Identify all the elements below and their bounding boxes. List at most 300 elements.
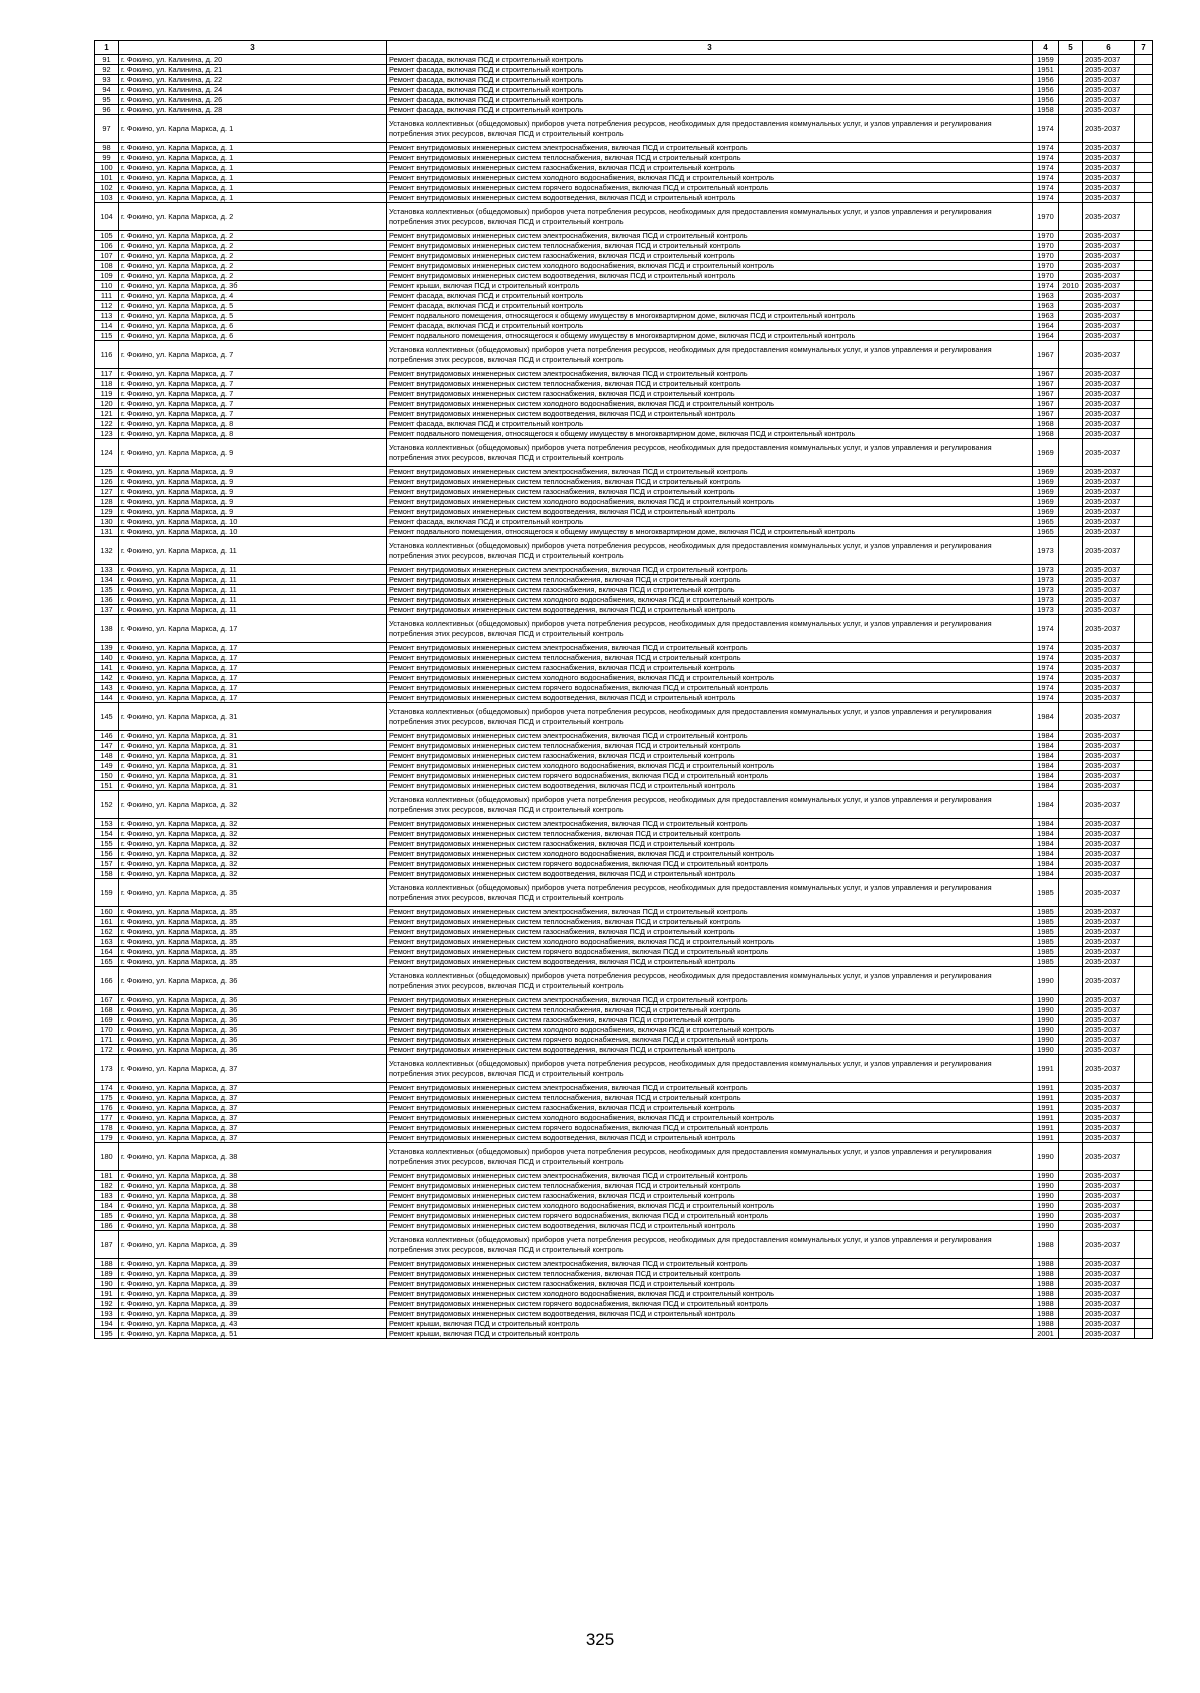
address-cell: г. Фокино, ул. Карла Маркса, д. 39	[119, 1279, 387, 1289]
planned-period-cell: 2035-2037	[1083, 251, 1135, 261]
planned-period-cell: 2035-2037	[1083, 1221, 1135, 1231]
table-row	[95, 1299, 1153, 1309]
last-repair-year-cell	[1059, 741, 1083, 751]
empty-cell	[1135, 75, 1153, 85]
address-cell: г. Фокино, ул. Карла Маркса, д. 36	[119, 1025, 387, 1035]
year-built-cell: 2001	[1033, 1329, 1059, 1339]
planned-period-cell: 2035-2037	[1083, 193, 1135, 203]
table-row	[95, 379, 1153, 389]
row-number-cell: 115	[95, 331, 119, 341]
work-type-cell: Ремонт внутридомовых инженерных систем электроснабжения, включая ПСД и строительный контроль	[387, 731, 1033, 741]
empty-cell	[1135, 369, 1153, 379]
work-type-cell: Ремонт внутридомовых инженерных систем газоснабжения, включая ПСД и строительный контроль	[387, 751, 1033, 761]
year-built-cell: 1988	[1033, 1299, 1059, 1309]
empty-cell	[1135, 163, 1153, 173]
row-number-cell: 93	[95, 75, 119, 85]
address-cell: г. Фокино, ул. Карла Маркса, д. 2	[119, 261, 387, 271]
row-number-cell: 192	[95, 1299, 119, 1309]
table-row	[95, 65, 1153, 75]
address-cell: г. Фокино, ул. Карла Маркса, д. 35	[119, 937, 387, 947]
empty-cell	[1135, 643, 1153, 653]
work-type-cell: Ремонт внутридомовых инженерных систем газоснабжения, включая ПСД и строительный контроль	[387, 839, 1033, 849]
row-number-cell: 123	[95, 429, 119, 439]
empty-cell	[1135, 819, 1153, 829]
work-type-cell: Ремонт внутридомовых инженерных систем холодного водоснабжения, включая ПСД и строительный контроль	[387, 761, 1033, 771]
planned-period-cell: 2035-2037	[1083, 399, 1135, 409]
last-repair-year-cell	[1059, 163, 1083, 173]
address-cell: г. Фокино, ул. Карла Маркса, д. 9	[119, 477, 387, 487]
last-repair-year-cell	[1059, 251, 1083, 261]
planned-period-cell: 2035-2037	[1083, 1309, 1135, 1319]
last-repair-year-cell	[1059, 1123, 1083, 1133]
last-repair-year-cell	[1059, 517, 1083, 527]
table-row	[95, 497, 1153, 507]
year-built-cell: 1985	[1033, 947, 1059, 957]
table-row	[95, 703, 1153, 731]
program-table	[94, 40, 1153, 1339]
table-row	[95, 751, 1153, 761]
table-row	[95, 1191, 1153, 1201]
address-cell: г. Фокино, ул. Карла Маркса, д. 35	[119, 957, 387, 967]
year-built-cell: 1970	[1033, 203, 1059, 231]
year-built-cell: 1991	[1033, 1083, 1059, 1093]
empty-cell	[1135, 1319, 1153, 1329]
last-repair-year-cell	[1059, 673, 1083, 683]
planned-period-cell: 2035-2037	[1083, 95, 1135, 105]
row-number-cell: 126	[95, 477, 119, 487]
table-row	[95, 957, 1153, 967]
address-cell: г. Фокино, ул. Карла Маркса, д. 9	[119, 507, 387, 517]
work-type-cell: Ремонт внутридомовых инженерных систем электроснабжения, включая ПСД и строительный контроль	[387, 995, 1033, 1005]
last-repair-year-cell	[1059, 261, 1083, 271]
work-type-cell: Ремонт внутридомовых инженерных систем газоснабжения, включая ПСД и строительный контроль	[387, 1279, 1033, 1289]
empty-cell	[1135, 1221, 1153, 1231]
row-number-cell: 145	[95, 703, 119, 731]
empty-cell	[1135, 1181, 1153, 1191]
address-cell: г. Фокино, ул. Карла Маркса, д. 37	[119, 1055, 387, 1083]
work-type-cell: Ремонт внутридомовых инженерных систем газоснабжения, включая ПСД и строительный контроль	[387, 1015, 1033, 1025]
row-number-cell: 142	[95, 673, 119, 683]
planned-period-cell: 2035-2037	[1083, 341, 1135, 369]
address-cell: г. Фокино, ул. Карла Маркса, д. 39	[119, 1269, 387, 1279]
last-repair-year-cell	[1059, 1005, 1083, 1015]
table-row	[95, 967, 1153, 995]
work-type-cell: Ремонт подвального помещения, относящегося к общему имуществу в многоквартирном доме, включая ПСД и строительный контроль	[387, 527, 1033, 537]
table-row	[95, 1269, 1153, 1279]
planned-period-cell: 2035-2037	[1083, 859, 1135, 869]
planned-period-cell: 2035-2037	[1083, 1211, 1135, 1221]
work-type-cell: Ремонт внутридомовых инженерных систем газоснабжения, включая ПСД и строительный контроль	[387, 163, 1033, 173]
row-number-cell: 194	[95, 1319, 119, 1329]
address-cell: г. Фокино, ул. Карла Маркса, д. 39	[119, 1259, 387, 1269]
row-number-cell: 166	[95, 967, 119, 995]
planned-period-cell: 2035-2037	[1083, 1093, 1135, 1103]
table-row	[95, 1103, 1153, 1113]
empty-cell	[1135, 153, 1153, 163]
table-row	[95, 75, 1153, 85]
row-number-cell: 173	[95, 1055, 119, 1083]
empty-cell	[1135, 907, 1153, 917]
row-number-cell: 94	[95, 85, 119, 95]
table-row	[95, 105, 1153, 115]
planned-period-cell: 2035-2037	[1083, 917, 1135, 927]
empty-cell	[1135, 585, 1153, 595]
year-built-cell: 1988	[1033, 1289, 1059, 1299]
empty-cell	[1135, 1005, 1153, 1015]
row-number-cell: 182	[95, 1181, 119, 1191]
work-type-cell: Ремонт внутридомовых инженерных систем электроснабжения, включая ПСД и строительный контроль	[387, 907, 1033, 917]
table-row	[95, 399, 1153, 409]
empty-cell	[1135, 251, 1153, 261]
table-row	[95, 1035, 1153, 1045]
year-built-cell: 1990	[1033, 1211, 1059, 1221]
empty-cell	[1135, 741, 1153, 751]
work-type-cell: Ремонт внутридомовых инженерных систем холодного водоснабжения, включая ПСД и строительный контроль	[387, 1025, 1033, 1035]
work-type-cell: Ремонт внутридомовых инженерных систем горячего водоснабжения, включая ПСД и строительный контроль	[387, 771, 1033, 781]
year-built-cell: 1973	[1033, 537, 1059, 565]
empty-cell	[1135, 1103, 1153, 1113]
table-row	[95, 859, 1153, 869]
year-built-cell: 1967	[1033, 389, 1059, 399]
address-cell: г. Фокино, ул. Карла Маркса, д. 17	[119, 693, 387, 703]
work-type-cell: Ремонт фасада, включая ПСД и строительный контроль	[387, 301, 1033, 311]
address-cell: г. Фокино, ул. Карла Маркса, д. 35	[119, 907, 387, 917]
planned-period-cell: 2035-2037	[1083, 1055, 1135, 1083]
last-repair-year-cell	[1059, 819, 1083, 829]
last-repair-year-cell	[1059, 839, 1083, 849]
table-row	[95, 643, 1153, 653]
address-cell: г. Фокино, ул. Карла Маркса, д. 38	[119, 1191, 387, 1201]
planned-period-cell: 2035-2037	[1083, 143, 1135, 153]
last-repair-year-cell	[1059, 907, 1083, 917]
table-row	[95, 419, 1153, 429]
year-built-cell: 1991	[1033, 1093, 1059, 1103]
planned-period-cell: 2035-2037	[1083, 291, 1135, 301]
year-built-cell: 1984	[1033, 829, 1059, 839]
work-type-cell: Ремонт фасада, включая ПСД и строительный контроль	[387, 85, 1033, 95]
row-number-cell: 124	[95, 439, 119, 467]
work-type-cell: Ремонт внутридомовых инженерных систем электроснабжения, включая ПСД и строительный контроль	[387, 467, 1033, 477]
year-built-cell: 1969	[1033, 439, 1059, 467]
empty-cell	[1135, 703, 1153, 731]
empty-cell	[1135, 829, 1153, 839]
last-repair-year-cell	[1059, 771, 1083, 781]
work-type-cell: Ремонт внутридомовых инженерных систем газоснабжения, включая ПСД и строительный контроль	[387, 389, 1033, 399]
last-repair-year-cell	[1059, 301, 1083, 311]
table-row	[95, 341, 1153, 369]
table-row	[95, 1319, 1153, 1329]
table-row	[95, 995, 1153, 1005]
year-built-cell: 1974	[1033, 653, 1059, 663]
work-type-cell: Ремонт фасада, включая ПСД и строительный контроль	[387, 321, 1033, 331]
row-number-cell: 181	[95, 1171, 119, 1181]
address-cell: г. Фокино, ул. Карла Маркса, д. 1	[119, 163, 387, 173]
year-built-cell: 1974	[1033, 643, 1059, 653]
work-type-cell: Установка коллективных (общедомовых) приборов учета потребления ресурсов, необходимых для предоставления коммунальных услуг, и узлов управления и регулирования потребления этих ресурсов, включая ПСД и строительный контроль	[387, 203, 1033, 231]
row-number-cell: 146	[95, 731, 119, 741]
work-type-cell: Ремонт внутридомовых инженерных систем электроснабжения, включая ПСД и строительный контроль	[387, 1171, 1033, 1181]
last-repair-year-cell	[1059, 271, 1083, 281]
last-repair-year-cell	[1059, 231, 1083, 241]
address-cell: г. Фокино, ул. Карла Маркса, д. 8	[119, 419, 387, 429]
last-repair-year-cell	[1059, 995, 1083, 1005]
empty-cell	[1135, 683, 1153, 693]
row-number-cell: 190	[95, 1279, 119, 1289]
year-built-cell: 1959	[1033, 55, 1059, 65]
planned-period-cell: 2035-2037	[1083, 389, 1135, 399]
last-repair-year-cell	[1059, 399, 1083, 409]
table-row	[95, 369, 1153, 379]
address-cell: г. Фокино, ул. Карла Маркса, д. 9	[119, 487, 387, 497]
planned-period-cell: 2035-2037	[1083, 55, 1135, 65]
last-repair-year-cell	[1059, 1309, 1083, 1319]
table-row	[95, 1083, 1153, 1093]
table-row	[95, 761, 1153, 771]
address-cell: г. Фокино, ул. Карла Маркса, д. 17	[119, 673, 387, 683]
planned-period-cell: 2035-2037	[1083, 947, 1135, 957]
row-number-cell: 162	[95, 927, 119, 937]
empty-cell	[1135, 937, 1153, 947]
table-row	[95, 487, 1153, 497]
year-built-cell: 1985	[1033, 927, 1059, 937]
work-type-cell: Ремонт внутридомовых инженерных систем газоснабжения, включая ПСД и строительный контроль	[387, 663, 1033, 673]
work-type-cell: Установка коллективных (общедомовых) приборов учета потребления ресурсов, необходимых для предоставления коммунальных услуг, и узлов управления и регулирования потребления этих ресурсов, включая ПСД и строительный контроль	[387, 1143, 1033, 1171]
work-type-cell: Ремонт подвального помещения, относящегося к общему имуществу в многоквартирном доме, включая ПСД и строительный контроль	[387, 311, 1033, 321]
work-type-cell: Ремонт внутридомовых инженерных систем холодного водоснабжения, включая ПСД и строительный контроль	[387, 937, 1033, 947]
empty-cell	[1135, 271, 1153, 281]
work-type-cell: Ремонт внутридомовых инженерных систем электроснабжения, включая ПСД и строительный контроль	[387, 819, 1033, 829]
last-repair-year-cell	[1059, 703, 1083, 731]
empty-cell	[1135, 311, 1153, 321]
table-row	[95, 839, 1153, 849]
empty-cell	[1135, 537, 1153, 565]
address-cell: г. Фокино, ул. Карла Маркса, д. 10	[119, 527, 387, 537]
last-repair-year-cell	[1059, 595, 1083, 605]
work-type-cell: Ремонт внутридомовых инженерных систем холодного водоснабжения, включая ПСД и строительный контроль	[387, 849, 1033, 859]
year-built-cell: 1985	[1033, 957, 1059, 967]
row-number-cell: 135	[95, 585, 119, 595]
planned-period-cell: 2035-2037	[1083, 1329, 1135, 1339]
planned-period-cell: 2035-2037	[1083, 653, 1135, 663]
row-number-cell: 193	[95, 1309, 119, 1319]
last-repair-year-cell	[1059, 1319, 1083, 1329]
last-repair-year-cell	[1059, 105, 1083, 115]
row-number-cell: 119	[95, 389, 119, 399]
planned-period-cell: 2035-2037	[1083, 1171, 1135, 1181]
work-type-cell: Ремонт крыши, включая ПСД и строительный контроль	[387, 1329, 1033, 1339]
planned-period-cell: 2035-2037	[1083, 311, 1135, 321]
work-type-cell: Ремонт внутридомовых инженерных систем теплоснабжения, включая ПСД и строительный контроль	[387, 379, 1033, 389]
year-built-cell: 1969	[1033, 467, 1059, 477]
year-built-cell: 1990	[1033, 1015, 1059, 1025]
table-row	[95, 1181, 1153, 1191]
work-type-cell: Ремонт внутридомовых инженерных систем теплоснабжения, включая ПСД и строительный контроль	[387, 153, 1033, 163]
table-row	[95, 507, 1153, 517]
address-cell: г. Фокино, ул. Карла Маркса, д. 36	[119, 1035, 387, 1045]
work-type-cell: Ремонт крыши, включая ПСД и строительный контроль	[387, 281, 1033, 291]
empty-cell	[1135, 1269, 1153, 1279]
planned-period-cell: 2035-2037	[1083, 1005, 1135, 1015]
work-type-cell: Ремонт фасада, включая ПСД и строительный контроль	[387, 291, 1033, 301]
empty-cell	[1135, 1171, 1153, 1181]
year-built-cell: 1985	[1033, 917, 1059, 927]
address-cell: г. Фокино, ул. Карла Маркса, д. 32	[119, 791, 387, 819]
last-repair-year-cell	[1059, 917, 1083, 927]
empty-cell	[1135, 1143, 1153, 1171]
address-cell: г. Фокино, ул. Карла Маркса, д. 32	[119, 849, 387, 859]
year-built-cell: 1968	[1033, 429, 1059, 439]
planned-period-cell: 2035-2037	[1083, 585, 1135, 595]
year-built-cell: 1956	[1033, 75, 1059, 85]
address-cell: г. Фокино, ул. Карла Маркса, д. 1	[119, 183, 387, 193]
empty-cell	[1135, 241, 1153, 251]
address-cell: г. Фокино, ул. Карла Маркса, д. 38	[119, 1221, 387, 1231]
table-row	[95, 537, 1153, 565]
table-row	[95, 163, 1153, 173]
planned-period-cell: 2035-2037	[1083, 321, 1135, 331]
table-row	[95, 1289, 1153, 1299]
last-repair-year-cell	[1059, 653, 1083, 663]
empty-cell	[1135, 1329, 1153, 1339]
row-number-cell: 168	[95, 1005, 119, 1015]
table-row	[95, 1309, 1153, 1319]
empty-cell	[1135, 1093, 1153, 1103]
last-repair-year-cell	[1059, 683, 1083, 693]
year-built-cell: 1990	[1033, 1035, 1059, 1045]
address-cell: г. Фокино, ул. Карла Маркса, д. 31	[119, 751, 387, 761]
row-number-cell: 195	[95, 1329, 119, 1339]
planned-period-cell: 2035-2037	[1083, 301, 1135, 311]
table-row	[95, 693, 1153, 703]
row-number-cell: 175	[95, 1093, 119, 1103]
last-repair-year-cell	[1059, 1113, 1083, 1123]
year-built-cell: 1991	[1033, 1113, 1059, 1123]
year-built-cell: 1969	[1033, 477, 1059, 487]
planned-period-cell: 2035-2037	[1083, 173, 1135, 183]
year-built-cell: 1990	[1033, 1171, 1059, 1181]
table-row	[95, 321, 1153, 331]
address-cell: г. Фокино, ул. Карла Маркса, д. 43	[119, 1319, 387, 1329]
last-repair-year-cell	[1059, 497, 1083, 507]
last-repair-year-cell	[1059, 1045, 1083, 1055]
year-built-cell: 1964	[1033, 321, 1059, 331]
row-number-cell: 165	[95, 957, 119, 967]
address-cell: г. Фокино, ул. Карла Маркса, д. 5	[119, 311, 387, 321]
last-repair-year-cell	[1059, 183, 1083, 193]
table-row	[95, 1025, 1153, 1035]
address-cell: г. Фокино, ул. Карла Маркса, д. 2	[119, 231, 387, 241]
planned-period-cell: 2035-2037	[1083, 663, 1135, 673]
row-number-cell: 176	[95, 1103, 119, 1113]
address-cell: г. Фокино, ул. Калинина, д. 28	[119, 105, 387, 115]
table-row	[95, 439, 1153, 467]
planned-period-cell: 2035-2037	[1083, 595, 1135, 605]
address-cell: г. Фокино, ул. Карла Маркса, д. 2	[119, 251, 387, 261]
year-built-cell: 1990	[1033, 967, 1059, 995]
address-cell: г. Фокино, ул. Карла Маркса, д. 1	[119, 193, 387, 203]
empty-cell	[1135, 947, 1153, 957]
planned-period-cell: 2035-2037	[1083, 1319, 1135, 1329]
work-type-cell: Установка коллективных (общедомовых) приборов учета потребления ресурсов, необходимых для предоставления коммунальных услуг, и узлов управления и регулирования потребления этих ресурсов, включая ПСД и строительный контроль	[387, 537, 1033, 565]
address-cell: г. Фокино, ул. Карла Маркса, д. 7	[119, 379, 387, 389]
table-row	[95, 95, 1153, 105]
year-built-cell: 1974	[1033, 693, 1059, 703]
row-number-cell: 116	[95, 341, 119, 369]
table-row	[95, 615, 1153, 643]
year-built-cell: 1988	[1033, 1259, 1059, 1269]
table-row	[95, 907, 1153, 917]
address-cell: г. Фокино, ул. Карла Маркса, д. 17	[119, 643, 387, 653]
planned-period-cell: 2035-2037	[1083, 751, 1135, 761]
row-number-cell: 163	[95, 937, 119, 947]
work-type-cell: Ремонт фасада, включая ПСД и строительный контроль	[387, 75, 1033, 85]
header-cell: 6	[1083, 41, 1135, 55]
year-built-cell: 1974	[1033, 615, 1059, 643]
work-type-cell: Ремонт подвального помещения, относящегося к общему имуществу в многоквартирном доме, включая ПСД и строительный контроль	[387, 429, 1033, 439]
address-cell: г. Фокино, ул. Карла Маркса, д. 11	[119, 575, 387, 585]
empty-cell	[1135, 331, 1153, 341]
year-built-cell: 1990	[1033, 1025, 1059, 1035]
table-row	[95, 1133, 1153, 1143]
work-type-cell: Ремонт внутридомовых инженерных систем водоотведения, включая ПСД и строительный контроль	[387, 1133, 1033, 1143]
year-built-cell: 1974	[1033, 193, 1059, 203]
address-cell: г. Фокино, ул. Карла Маркса, д. 5	[119, 301, 387, 311]
address-cell: г. Фокино, ул. Карла Маркса, д. 35	[119, 947, 387, 957]
last-repair-year-cell	[1059, 849, 1083, 859]
last-repair-year-cell	[1059, 331, 1083, 341]
address-cell: г. Фокино, ул. Карла Маркса, д. 35	[119, 927, 387, 937]
last-repair-year-cell	[1059, 537, 1083, 565]
address-cell: г. Фокино, ул. Карла Маркса, д. 39	[119, 1309, 387, 1319]
work-type-cell: Ремонт фасада, включая ПСД и строительный контроль	[387, 65, 1033, 75]
year-built-cell: 1970	[1033, 261, 1059, 271]
planned-period-cell: 2035-2037	[1083, 1123, 1135, 1133]
planned-period-cell: 2035-2037	[1083, 1025, 1135, 1035]
last-repair-year-cell	[1059, 1035, 1083, 1045]
year-built-cell: 1974	[1033, 281, 1059, 291]
last-repair-year-cell	[1059, 565, 1083, 575]
row-number-cell: 184	[95, 1201, 119, 1211]
row-number-cell: 160	[95, 907, 119, 917]
row-number-cell: 102	[95, 183, 119, 193]
last-repair-year-cell	[1059, 1279, 1083, 1289]
planned-period-cell: 2035-2037	[1083, 1035, 1135, 1045]
row-number-cell: 100	[95, 163, 119, 173]
planned-period-cell: 2035-2037	[1083, 231, 1135, 241]
row-number-cell: 136	[95, 595, 119, 605]
work-type-cell: Ремонт внутридомовых инженерных систем водоотведения, включая ПСД и строительный контроль	[387, 781, 1033, 791]
year-built-cell: 1974	[1033, 115, 1059, 143]
address-cell: г. Фокино, ул. Карла Маркса, д. 9	[119, 497, 387, 507]
year-built-cell: 1984	[1033, 771, 1059, 781]
planned-period-cell: 2035-2037	[1083, 379, 1135, 389]
empty-cell	[1135, 663, 1153, 673]
year-built-cell: 1951	[1033, 65, 1059, 75]
table-row	[95, 527, 1153, 537]
year-built-cell: 1984	[1033, 849, 1059, 859]
address-cell: г. Фокино, ул. Калинина, д. 21	[119, 65, 387, 75]
last-repair-year-cell	[1059, 1181, 1083, 1191]
year-built-cell: 1969	[1033, 507, 1059, 517]
year-built-cell: 1970	[1033, 231, 1059, 241]
year-built-cell: 1988	[1033, 1231, 1059, 1259]
year-built-cell: 1984	[1033, 731, 1059, 741]
year-built-cell: 1974	[1033, 163, 1059, 173]
row-number-cell: 101	[95, 173, 119, 183]
work-type-cell: Ремонт внутридомовых инженерных систем водоотведения, включая ПСД и строительный контроль	[387, 271, 1033, 281]
last-repair-year-cell	[1059, 751, 1083, 761]
row-number-cell: 149	[95, 761, 119, 771]
